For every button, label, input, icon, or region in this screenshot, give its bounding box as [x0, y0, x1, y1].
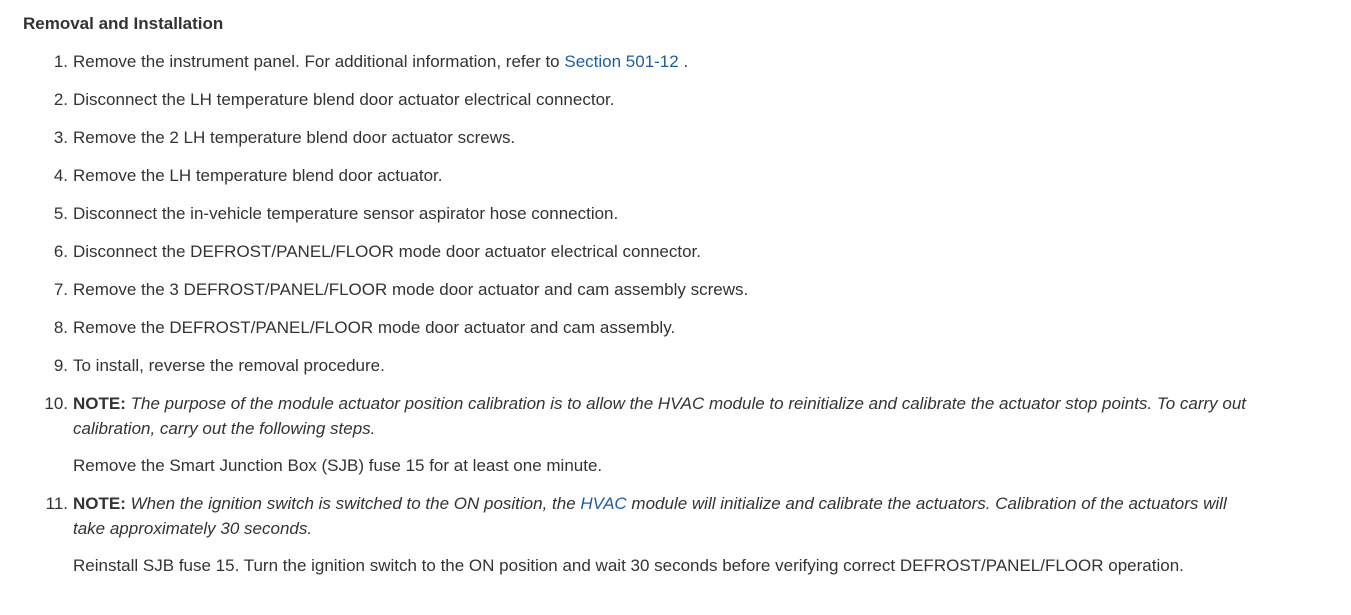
step-text: Disconnect the in-vehicle temperature sensor aspirator hose connection. [73, 204, 619, 223]
step-4 [23, 163, 1253, 188]
step-8 [23, 315, 1253, 340]
step-text: Remove the 2 LH temperature blend door actuator screws. [73, 128, 516, 147]
step-number: 9. [53, 356, 68, 375]
section-link[interactable]: Section 501-12 [564, 52, 679, 71]
step-number: 1. [53, 52, 68, 71]
note-text: When the ignition switch is switched to the ON position, the [125, 494, 581, 513]
step-text: Remove the instrument panel. For additional information, refer to [73, 52, 565, 71]
step-text: Disconnect the LH temperature blend door actuator electrical connector. [73, 90, 615, 109]
step-number: 6. [53, 242, 68, 261]
step-5 [23, 201, 1253, 226]
step-number: 2. [53, 90, 68, 109]
step-11 [23, 491, 1253, 578]
note-label: NOTE: [73, 494, 126, 513]
step-text-end: . [678, 52, 689, 71]
step-6 [23, 239, 1253, 264]
step-1 [23, 49, 1253, 74]
step-text: To install, reverse the removal procedure. [73, 356, 385, 375]
step-9 [23, 353, 1253, 378]
step-text: Remove the 3 DEFROST/PANEL/FLOOR mode door actuator and cam assembly screws. [73, 280, 749, 299]
step-10 [23, 391, 1253, 478]
note-text-end: module will initialize and calibrate the actuators. Calibration of the actuators will take approximately 30 seconds. [73, 494, 1227, 538]
note-text: The purpose of the module actuator position calibration is to allow the HVAC module to reinitialize and calibrate the actuator stop points. To carry out calibration, carry out the following steps. [73, 394, 1246, 438]
hvac-link[interactable]: HVAC [580, 494, 627, 513]
step-7 [23, 277, 1253, 302]
step-number: 5. [53, 204, 68, 223]
step-text: Remove the LH temperature blend door actuator. [73, 166, 443, 185]
step-number: 3. [53, 128, 68, 147]
step-number: 11. [45, 494, 68, 513]
step-2 [23, 87, 1253, 112]
step-text: Remove the DEFROST/PANEL/FLOOR mode door actuator and cam assembly. [73, 318, 676, 337]
section-heading: Removal and Installation [23, 14, 224, 33]
step-number: 8. [53, 318, 68, 337]
note-label: NOTE: [73, 394, 126, 413]
steps-list [23, 49, 1351, 578]
step-3 [23, 125, 1253, 150]
step-text: Disconnect the DEFROST/PANEL/FLOOR mode door actuator electrical connector. [73, 242, 702, 261]
step-number: 7. [53, 280, 68, 299]
step-sub-paragraph: Remove the Smart Junction Box (SJB) fuse 15 for at least one minute. [73, 456, 603, 475]
step-number: 10. [44, 394, 68, 413]
step-number: 4. [53, 166, 68, 185]
step-sub-paragraph: Reinstall SJB fuse 15. Turn the ignition switch to the ON position and wait 30 seconds before verifying correct DEFROST/PANEL/FLOOR operation. [73, 556, 1184, 575]
